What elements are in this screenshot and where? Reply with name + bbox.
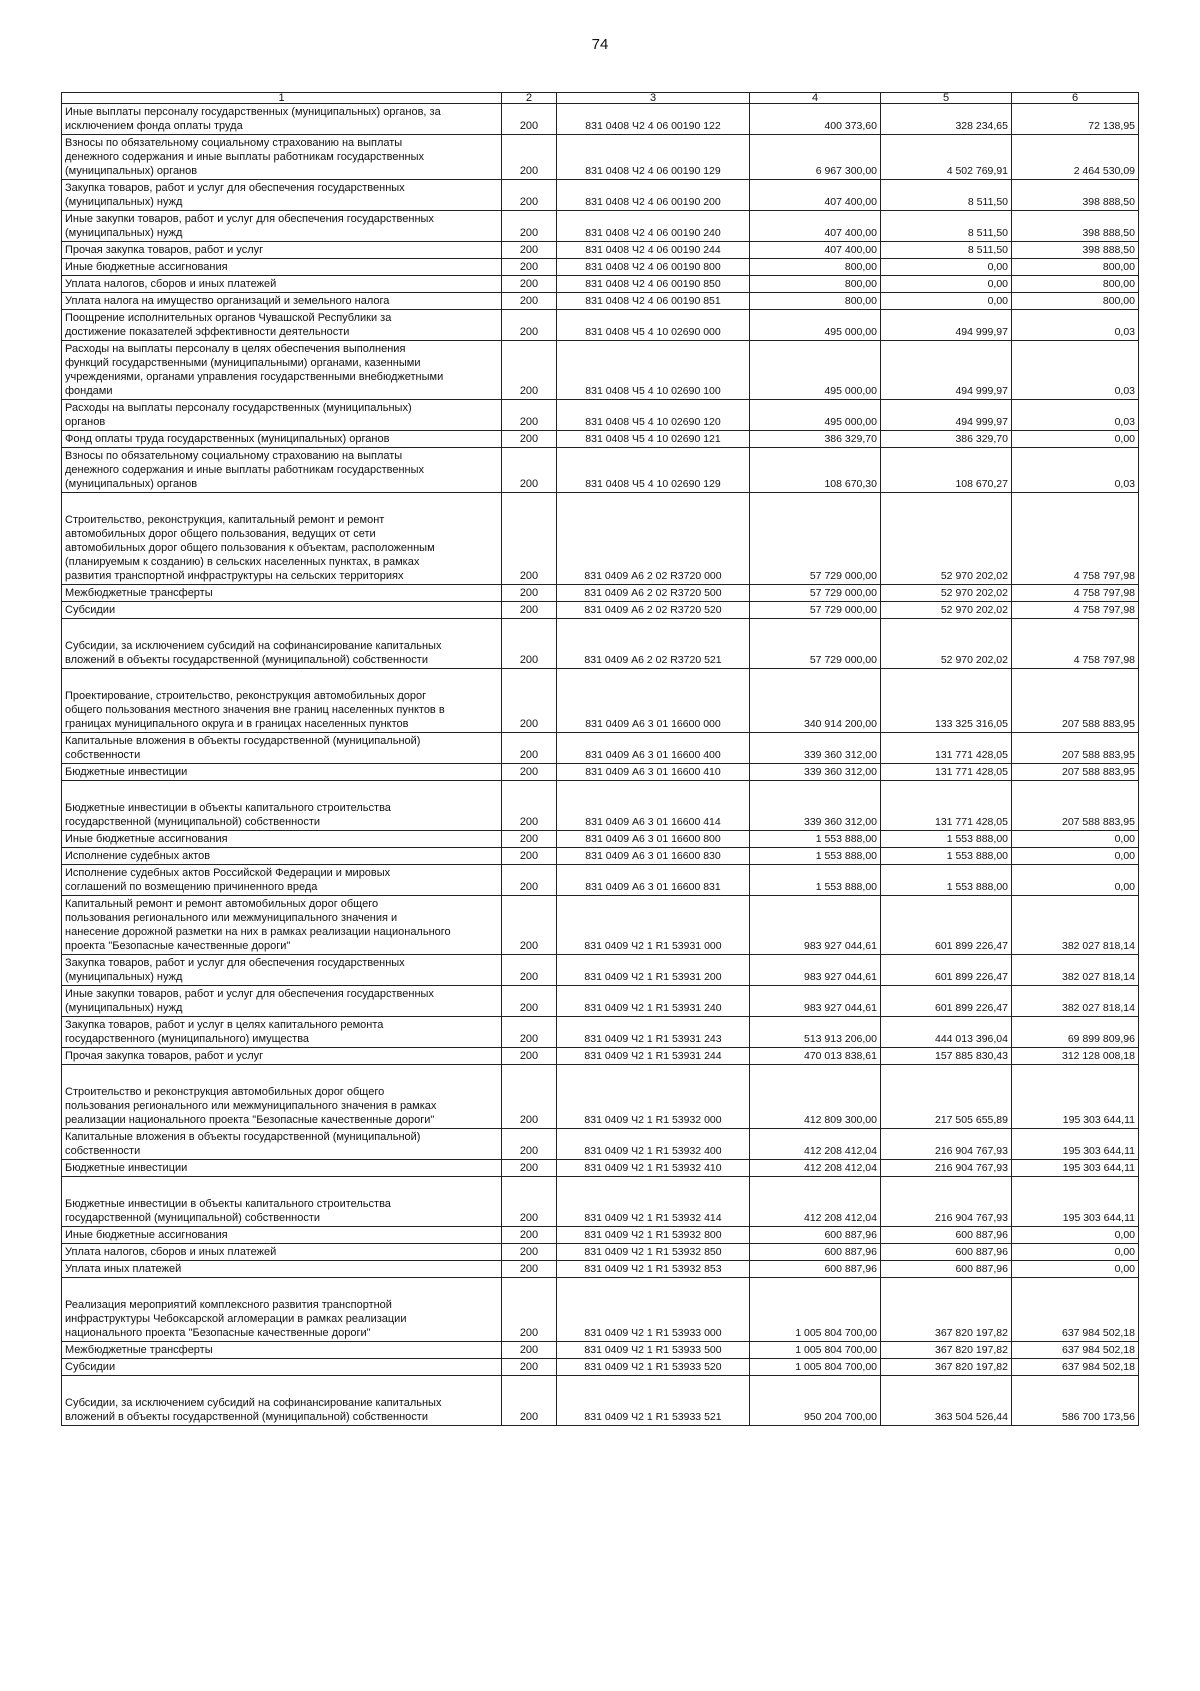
row-executed-cell: 600 887,96: [881, 1261, 1012, 1278]
row-executed-cell: 600 887,96: [881, 1244, 1012, 1261]
row-executed-cell: 494 999,97: [881, 400, 1012, 431]
row-executed-cell: 0,00: [881, 259, 1012, 276]
row-code-cell: 200: [502, 1129, 557, 1160]
row-remainder-cell: 0,03: [1012, 400, 1139, 431]
row-executed-cell: 363 504 526,44: [881, 1376, 1012, 1426]
row-code-cell: 200: [502, 276, 557, 293]
row-code-cell: 200: [502, 669, 557, 733]
row-name-cell: Расходы на выплаты персоналу в целях обеспечения выполнения функций государственными (муниципальными) органами, казенными учреждениями, органами управления государственными внебюджетными фондами: [62, 341, 502, 400]
row-remainder-cell: 0,03: [1012, 448, 1139, 493]
table-row: [62, 180, 1139, 211]
table-row: [62, 431, 1139, 448]
row-name-cell: Уплата налогов, сборов и иных платежей: [62, 1244, 502, 1261]
row-code-cell: 200: [502, 1261, 557, 1278]
table-row: [62, 831, 1139, 848]
row-plan-cell: 57 729 000,00: [750, 619, 881, 669]
table-row: [62, 1227, 1139, 1244]
row-plan-cell: 800,00: [750, 276, 881, 293]
row-plan-cell: 407 400,00: [750, 180, 881, 211]
row-remainder-cell: 207 588 883,95: [1012, 781, 1139, 831]
row-plan-cell: 412 208 412,04: [750, 1177, 881, 1227]
row-kbk-cell: 831 0409 Ч2 1 R1 53932 853: [557, 1261, 750, 1278]
table-row: [62, 293, 1139, 310]
row-name-cell: Иные выплаты персоналу государственных (муниципальных) органов, за исключением фонда оплаты труда: [62, 104, 502, 135]
row-kbk-cell: 831 0409 А6 3 01 16600 831: [557, 865, 750, 896]
row-kbk-cell: 831 0408 Ч2 4 06 00190 200: [557, 180, 750, 211]
row-executed-cell: 0,00: [881, 276, 1012, 293]
row-kbk-cell: 831 0409 А6 3 01 16600 830: [557, 848, 750, 865]
table-row: [62, 619, 1139, 669]
row-code-cell: 200: [502, 448, 557, 493]
table-row: [62, 135, 1139, 180]
row-remainder-cell: 69 899 809,96: [1012, 1017, 1139, 1048]
row-kbk-cell: 831 0408 Ч2 4 06 00190 122: [557, 104, 750, 135]
row-kbk-cell: 831 0409 Ч2 1 R1 53932 400: [557, 1129, 750, 1160]
table-row: [62, 1065, 1139, 1129]
row-remainder-cell: 207 588 883,95: [1012, 669, 1139, 733]
row-remainder-cell: 2 464 530,09: [1012, 135, 1139, 180]
row-kbk-cell: 831 0408 Ч2 4 06 00190 851: [557, 293, 750, 310]
row-code-cell: 200: [502, 135, 557, 180]
row-executed-cell: 131 771 428,05: [881, 733, 1012, 764]
row-plan-cell: 600 887,96: [750, 1227, 881, 1244]
table-row: [62, 448, 1139, 493]
row-name-cell: Проектирование, строительство, реконструкция автомобильных дорог общего пользования местного значения вне границ населенных пунктов в границах муниципального округа и в границах населенных пунктов: [62, 669, 502, 733]
row-name-cell: Субсидии, за исключением субсидий на софинансирование капитальных вложений в объекты государственной (муниципальной) собственности: [62, 619, 502, 669]
row-remainder-cell: 0,03: [1012, 310, 1139, 341]
row-plan-cell: 983 927 044,61: [750, 986, 881, 1017]
row-name-cell: Прочая закупка товаров, работ и услуг: [62, 242, 502, 259]
row-plan-cell: 108 670,30: [750, 448, 881, 493]
row-kbk-cell: 831 0409 А6 2 02 R3720 000: [557, 493, 750, 585]
row-plan-cell: 950 204 700,00: [750, 1376, 881, 1426]
row-remainder-cell: 0,00: [1012, 848, 1139, 865]
row-kbk-cell: 831 0408 Ч2 4 06 00190 240: [557, 211, 750, 242]
row-remainder-cell: 207 588 883,95: [1012, 733, 1139, 764]
row-executed-cell: 131 771 428,05: [881, 764, 1012, 781]
row-kbk-cell: 831 0409 А6 3 01 16600 400: [557, 733, 750, 764]
table-row: [62, 781, 1139, 831]
row-name-cell: Иные бюджетные ассигнования: [62, 1227, 502, 1244]
row-remainder-cell: 195 303 644,11: [1012, 1160, 1139, 1177]
row-kbk-cell: 831 0409 Ч2 1 R1 53932 000: [557, 1065, 750, 1129]
row-plan-cell: 407 400,00: [750, 242, 881, 259]
table-row: [62, 1017, 1139, 1048]
row-plan-cell: 983 927 044,61: [750, 955, 881, 986]
row-plan-cell: 57 729 000,00: [750, 493, 881, 585]
row-remainder-cell: 195 303 644,11: [1012, 1177, 1139, 1227]
row-executed-cell: 367 820 197,82: [881, 1359, 1012, 1376]
row-remainder-cell: 637 984 502,18: [1012, 1278, 1139, 1342]
row-remainder-cell: 0,00: [1012, 865, 1139, 896]
row-kbk-cell: 831 0409 Ч2 1 R1 53931 000: [557, 896, 750, 955]
row-plan-cell: 1 005 804 700,00: [750, 1359, 881, 1376]
row-code-cell: 200: [502, 259, 557, 276]
row-kbk-cell: 831 0409 Ч2 1 R1 53932 414: [557, 1177, 750, 1227]
row-plan-cell: 386 329,70: [750, 431, 881, 448]
row-name-cell: Закупка товаров, работ и услуг в целях капитального ремонта государственного (муниципального) имущества: [62, 1017, 502, 1048]
row-executed-cell: 216 904 767,93: [881, 1129, 1012, 1160]
row-executed-cell: 217 505 655,89: [881, 1065, 1012, 1129]
row-executed-cell: 8 511,50: [881, 242, 1012, 259]
row-executed-cell: 328 234,65: [881, 104, 1012, 135]
table-row: [62, 1376, 1139, 1426]
row-kbk-cell: 831 0408 Ч2 4 06 00190 850: [557, 276, 750, 293]
row-name-cell: Закупка товаров, работ и услуг для обеспечения государственных (муниципальных) нужд: [62, 955, 502, 986]
row-remainder-cell: 0,00: [1012, 831, 1139, 848]
row-code-cell: 200: [502, 493, 557, 585]
row-code-cell: 200: [502, 1342, 557, 1359]
row-code-cell: 200: [502, 865, 557, 896]
row-name-cell: Иные бюджетные ассигнования: [62, 259, 502, 276]
row-name-cell: Бюджетные инвестиции в объекты капитального строительства государственной (муниципальной) собственности: [62, 1177, 502, 1227]
row-executed-cell: 494 999,97: [881, 341, 1012, 400]
row-remainder-cell: 637 984 502,18: [1012, 1359, 1139, 1376]
page-number: 74: [591, 36, 609, 53]
row-remainder-cell: 398 888,50: [1012, 242, 1139, 259]
row-executed-cell: 367 820 197,82: [881, 1342, 1012, 1359]
row-kbk-cell: 831 0408 Ч5 4 10 02690 100: [557, 341, 750, 400]
column-header-5: 5: [881, 93, 1012, 104]
row-name-cell: Капитальные вложения в объекты государственной (муниципальной) собственности: [62, 733, 502, 764]
row-executed-cell: 444 013 396,04: [881, 1017, 1012, 1048]
row-name-cell: Бюджетные инвестиции в объекты капитального строительства государственной (муниципальной) собственности: [62, 781, 502, 831]
row-remainder-cell: 382 027 818,14: [1012, 955, 1139, 986]
row-executed-cell: 131 771 428,05: [881, 781, 1012, 831]
row-executed-cell: 52 970 202,02: [881, 493, 1012, 585]
row-executed-cell: 52 970 202,02: [881, 619, 1012, 669]
row-name-cell: Расходы на выплаты персоналу государственных (муниципальных) органов: [62, 400, 502, 431]
row-executed-cell: 386 329,70: [881, 431, 1012, 448]
row-code-cell: 200: [502, 619, 557, 669]
row-plan-cell: 339 360 312,00: [750, 733, 881, 764]
row-kbk-cell: 831 0409 Ч2 1 R1 53932 800: [557, 1227, 750, 1244]
row-kbk-cell: 831 0408 Ч2 4 06 00190 800: [557, 259, 750, 276]
row-plan-cell: 800,00: [750, 293, 881, 310]
row-remainder-cell: 4 758 797,98: [1012, 619, 1139, 669]
table-row: [62, 1261, 1139, 1278]
row-code-cell: 200: [502, 848, 557, 865]
row-code-cell: 200: [502, 1359, 557, 1376]
row-name-cell: Исполнение судебных актов Российской Федерации и мировых соглашений по возмещению причиненного вреда: [62, 865, 502, 896]
row-code-cell: 200: [502, 180, 557, 211]
row-plan-cell: 495 000,00: [750, 341, 881, 400]
row-plan-cell: 340 914 200,00: [750, 669, 881, 733]
row-kbk-cell: 831 0409 А6 3 01 16600 000: [557, 669, 750, 733]
row-plan-cell: 339 360 312,00: [750, 781, 881, 831]
row-plan-cell: 495 000,00: [750, 400, 881, 431]
row-name-cell: Бюджетные инвестиции: [62, 1160, 502, 1177]
row-code-cell: 200: [502, 400, 557, 431]
row-kbk-cell: 831 0409 Ч2 1 R1 53931 244: [557, 1048, 750, 1065]
row-code-cell: 200: [502, 1227, 557, 1244]
column-number-row: [62, 93, 1139, 104]
row-code-cell: 200: [502, 211, 557, 242]
row-kbk-cell: 831 0409 Ч2 1 R1 53933 521: [557, 1376, 750, 1426]
row-plan-cell: 1 005 804 700,00: [750, 1342, 881, 1359]
row-name-cell: Закупка товаров, работ и услуг для обеспечения государственных (муниципальных) нужд: [62, 180, 502, 211]
row-code-cell: 200: [502, 1177, 557, 1227]
table-row: [62, 602, 1139, 619]
row-executed-cell: 601 899 226,47: [881, 986, 1012, 1017]
row-code-cell: 200: [502, 781, 557, 831]
row-executed-cell: 367 820 197,82: [881, 1278, 1012, 1342]
row-kbk-cell: 831 0409 Ч2 1 R1 53931 200: [557, 955, 750, 986]
budget-execution-table: [61, 92, 1139, 1426]
row-remainder-cell: 800,00: [1012, 293, 1139, 310]
row-name-cell: Субсидии: [62, 602, 502, 619]
table-row: [62, 1342, 1139, 1359]
column-header-2: 2: [502, 93, 557, 104]
row-remainder-cell: 800,00: [1012, 276, 1139, 293]
table-row: [62, 1160, 1139, 1177]
row-code-cell: 200: [502, 1244, 557, 1261]
row-name-cell: Иные бюджетные ассигнования: [62, 831, 502, 848]
row-executed-cell: 600 887,96: [881, 1227, 1012, 1244]
row-plan-cell: 412 809 300,00: [750, 1065, 881, 1129]
row-name-cell: Межбюджетные трансферты: [62, 1342, 502, 1359]
row-kbk-cell: 831 0409 Ч2 1 R1 53932 850: [557, 1244, 750, 1261]
row-code-cell: 200: [502, 585, 557, 602]
row-plan-cell: 412 208 412,04: [750, 1129, 881, 1160]
row-kbk-cell: 831 0409 Ч2 1 R1 53931 243: [557, 1017, 750, 1048]
row-remainder-cell: 586 700 173,56: [1012, 1376, 1139, 1426]
row-plan-cell: 1 553 888,00: [750, 831, 881, 848]
row-kbk-cell: 831 0409 А6 2 02 R3720 520: [557, 602, 750, 619]
row-kbk-cell: 831 0409 Ч2 1 R1 53933 500: [557, 1342, 750, 1359]
row-kbk-cell: 831 0408 Ч2 4 06 00190 244: [557, 242, 750, 259]
row-code-cell: 200: [502, 733, 557, 764]
row-executed-cell: 108 670,27: [881, 448, 1012, 493]
row-code-cell: 200: [502, 341, 557, 400]
row-name-cell: Капитальный ремонт и ремонт автомобильных дорог общего пользования регионального или межмуниципального значения и нанесение дорожной разметки на них в рамках реализации национального проекта "Безопасные качественные дороги": [62, 896, 502, 955]
row-executed-cell: 0,00: [881, 293, 1012, 310]
row-kbk-cell: 831 0409 Ч2 1 R1 53932 410: [557, 1160, 750, 1177]
column-header-6: 6: [1012, 93, 1139, 104]
row-remainder-cell: 4 758 797,98: [1012, 493, 1139, 585]
row-plan-cell: 1 005 804 700,00: [750, 1278, 881, 1342]
row-executed-cell: 216 904 767,93: [881, 1160, 1012, 1177]
row-kbk-cell: 831 0409 А6 3 01 16600 414: [557, 781, 750, 831]
row-remainder-cell: 72 138,95: [1012, 104, 1139, 135]
table-row: [62, 669, 1139, 733]
table-row: [62, 242, 1139, 259]
row-plan-cell: 495 000,00: [750, 310, 881, 341]
table-body: [62, 104, 1139, 1426]
row-remainder-cell: 398 888,50: [1012, 211, 1139, 242]
row-remainder-cell: 0,03: [1012, 341, 1139, 400]
row-executed-cell: 216 904 767,93: [881, 1177, 1012, 1227]
table-row: [62, 585, 1139, 602]
row-code-cell: 200: [502, 1278, 557, 1342]
table-row: [62, 310, 1139, 341]
table-row: [62, 986, 1139, 1017]
row-name-cell: Взносы по обязательному социальному страхованию на выплаты денежного содержания и иные выплаты работникам государственных (муниципальных) органов: [62, 448, 502, 493]
row-plan-cell: 513 913 206,00: [750, 1017, 881, 1048]
table-row: [62, 733, 1139, 764]
row-name-cell: Исполнение судебных актов: [62, 848, 502, 865]
row-plan-cell: 407 400,00: [750, 211, 881, 242]
row-remainder-cell: 312 128 008,18: [1012, 1048, 1139, 1065]
row-code-cell: 200: [502, 431, 557, 448]
table-row: [62, 1129, 1139, 1160]
table-row: [62, 896, 1139, 955]
row-plan-cell: 412 208 412,04: [750, 1160, 881, 1177]
row-remainder-cell: 637 984 502,18: [1012, 1342, 1139, 1359]
row-remainder-cell: 207 588 883,95: [1012, 764, 1139, 781]
row-kbk-cell: 831 0409 Ч2 1 R1 53931 240: [557, 986, 750, 1017]
table-row: [62, 865, 1139, 896]
row-name-cell: Строительство и реконструкция автомобильных дорог общего пользования регионального или межмуниципального значения в рамках реализации национального проекта "Безопасные качественные дороги": [62, 1065, 502, 1129]
table-row: [62, 259, 1139, 276]
row-plan-cell: 1 553 888,00: [750, 848, 881, 865]
row-code-cell: 200: [502, 896, 557, 955]
row-executed-cell: 8 511,50: [881, 211, 1012, 242]
row-name-cell: Иные закупки товаров, работ и услуг для обеспечения государственных (муниципальных) нужд: [62, 211, 502, 242]
row-code-cell: 200: [502, 955, 557, 986]
row-kbk-cell: 831 0409 Ч2 1 R1 53933 000: [557, 1278, 750, 1342]
table-row: [62, 1359, 1139, 1376]
row-plan-cell: 600 887,96: [750, 1261, 881, 1278]
row-name-cell: Поощрение исполнительных органов Чувашской Республики за достижение показателей эффективности деятельности: [62, 310, 502, 341]
row-executed-cell: 601 899 226,47: [881, 896, 1012, 955]
row-executed-cell: 8 511,50: [881, 180, 1012, 211]
row-kbk-cell: 831 0409 А6 2 02 R3720 500: [557, 585, 750, 602]
table-row: [62, 400, 1139, 431]
column-header-4: 4: [750, 93, 881, 104]
table-row: [62, 764, 1139, 781]
table-row: [62, 493, 1139, 585]
table-row: [62, 211, 1139, 242]
row-plan-cell: 6 967 300,00: [750, 135, 881, 180]
row-name-cell: Уплата налогов, сборов и иных платежей: [62, 276, 502, 293]
table-row: [62, 341, 1139, 400]
row-code-cell: 200: [502, 831, 557, 848]
table-row: [62, 276, 1139, 293]
row-name-cell: Уплата иных платежей: [62, 1261, 502, 1278]
row-name-cell: Фонд оплаты труда государственных (муниципальных) органов: [62, 431, 502, 448]
row-plan-cell: 57 729 000,00: [750, 602, 881, 619]
row-kbk-cell: 831 0408 Ч5 4 10 02690 121: [557, 431, 750, 448]
row-kbk-cell: 831 0409 А6 2 02 R3720 521: [557, 619, 750, 669]
row-remainder-cell: 195 303 644,11: [1012, 1129, 1139, 1160]
row-remainder-cell: 0,00: [1012, 431, 1139, 448]
row-code-cell: 200: [502, 602, 557, 619]
row-code-cell: 200: [502, 1017, 557, 1048]
row-remainder-cell: 398 888,50: [1012, 180, 1139, 211]
row-executed-cell: 52 970 202,02: [881, 602, 1012, 619]
row-remainder-cell: 0,00: [1012, 1261, 1139, 1278]
row-name-cell: Иные закупки товаров, работ и услуг для обеспечения государственных (муниципальных) нужд: [62, 986, 502, 1017]
row-plan-cell: 400 373,60: [750, 104, 881, 135]
row-code-cell: 200: [502, 104, 557, 135]
row-name-cell: Межбюджетные трансферты: [62, 585, 502, 602]
row-executed-cell: 52 970 202,02: [881, 585, 1012, 602]
row-name-cell: Уплата налога на имущество организаций и земельного налога: [62, 293, 502, 310]
row-kbk-cell: 831 0408 Ч5 4 10 02690 129: [557, 448, 750, 493]
row-code-cell: 200: [502, 1376, 557, 1426]
table-row: [62, 848, 1139, 865]
row-executed-cell: 601 899 226,47: [881, 955, 1012, 986]
row-remainder-cell: 800,00: [1012, 259, 1139, 276]
row-remainder-cell: 382 027 818,14: [1012, 896, 1139, 955]
row-remainder-cell: 382 027 818,14: [1012, 986, 1139, 1017]
table-row: [62, 955, 1139, 986]
column-header-1: 1: [62, 93, 502, 104]
row-executed-cell: 157 885 830,43: [881, 1048, 1012, 1065]
table-row: [62, 104, 1139, 135]
row-kbk-cell: 831 0408 Ч5 4 10 02690 120: [557, 400, 750, 431]
row-plan-cell: 57 729 000,00: [750, 585, 881, 602]
row-code-cell: 200: [502, 1160, 557, 1177]
row-executed-cell: 1 553 888,00: [881, 831, 1012, 848]
row-kbk-cell: 831 0409 А6 3 01 16600 410: [557, 764, 750, 781]
row-name-cell: Взносы по обязательному социальному страхованию на выплаты денежного содержания и иные выплаты работникам государственных (муниципальных) органов: [62, 135, 502, 180]
row-kbk-cell: 831 0408 Ч2 4 06 00190 129: [557, 135, 750, 180]
row-executed-cell: 494 999,97: [881, 310, 1012, 341]
row-remainder-cell: 0,00: [1012, 1227, 1139, 1244]
row-plan-cell: 600 887,96: [750, 1244, 881, 1261]
row-remainder-cell: 4 758 797,98: [1012, 585, 1139, 602]
row-name-cell: Субсидии, за исключением субсидий на софинансирование капитальных вложений в объекты государственной (муниципальной) собственности: [62, 1376, 502, 1426]
row-code-cell: 200: [502, 310, 557, 341]
row-executed-cell: 1 553 888,00: [881, 848, 1012, 865]
table-row: [62, 1048, 1139, 1065]
row-name-cell: Прочая закупка товаров, работ и услуг: [62, 1048, 502, 1065]
row-executed-cell: 133 325 316,05: [881, 669, 1012, 733]
row-code-cell: 200: [502, 764, 557, 781]
row-code-cell: 200: [502, 1065, 557, 1129]
row-code-cell: 200: [502, 293, 557, 310]
row-plan-cell: 983 927 044,61: [750, 896, 881, 955]
row-code-cell: 200: [502, 986, 557, 1017]
row-executed-cell: 4 502 769,91: [881, 135, 1012, 180]
row-plan-cell: 1 553 888,00: [750, 865, 881, 896]
row-kbk-cell: 831 0408 Ч5 4 10 02690 000: [557, 310, 750, 341]
row-name-cell: Бюджетные инвестиции: [62, 764, 502, 781]
row-name-cell: Субсидии: [62, 1359, 502, 1376]
row-executed-cell: 1 553 888,00: [881, 865, 1012, 896]
column-header-3: 3: [557, 93, 750, 104]
row-kbk-cell: 831 0409 А6 3 01 16600 800: [557, 831, 750, 848]
row-plan-cell: 339 360 312,00: [750, 764, 881, 781]
row-remainder-cell: 195 303 644,11: [1012, 1065, 1139, 1129]
table-row: [62, 1244, 1139, 1261]
row-code-cell: 200: [502, 1048, 557, 1065]
row-code-cell: 200: [502, 242, 557, 259]
row-kbk-cell: 831 0409 Ч2 1 R1 53933 520: [557, 1359, 750, 1376]
row-name-cell: Капитальные вложения в объекты государственной (муниципальной) собственности: [62, 1129, 502, 1160]
row-name-cell: Строительство, реконструкция, капитальный ремонт и ремонт автомобильных дорог общего пользования, ведущих от сети автомобильных дорог общего пользования к объектам, расположенным (планируемым к созданию) в сельских населенных пунктах, в рамках развития транспортной инфраструктуры на сельских территориях: [62, 493, 502, 585]
row-plan-cell: 470 013 838,61: [750, 1048, 881, 1065]
row-name-cell: Реализация мероприятий комплексного развития транспортной инфраструктуры Чебоксарской агломерации в рамках реализации национального проекта "Безопасные качественные дороги": [62, 1278, 502, 1342]
table-row: [62, 1278, 1139, 1342]
row-remainder-cell: 4 758 797,98: [1012, 602, 1139, 619]
row-plan-cell: 800,00: [750, 259, 881, 276]
table-row: [62, 1177, 1139, 1227]
row-remainder-cell: 0,00: [1012, 1244, 1139, 1261]
